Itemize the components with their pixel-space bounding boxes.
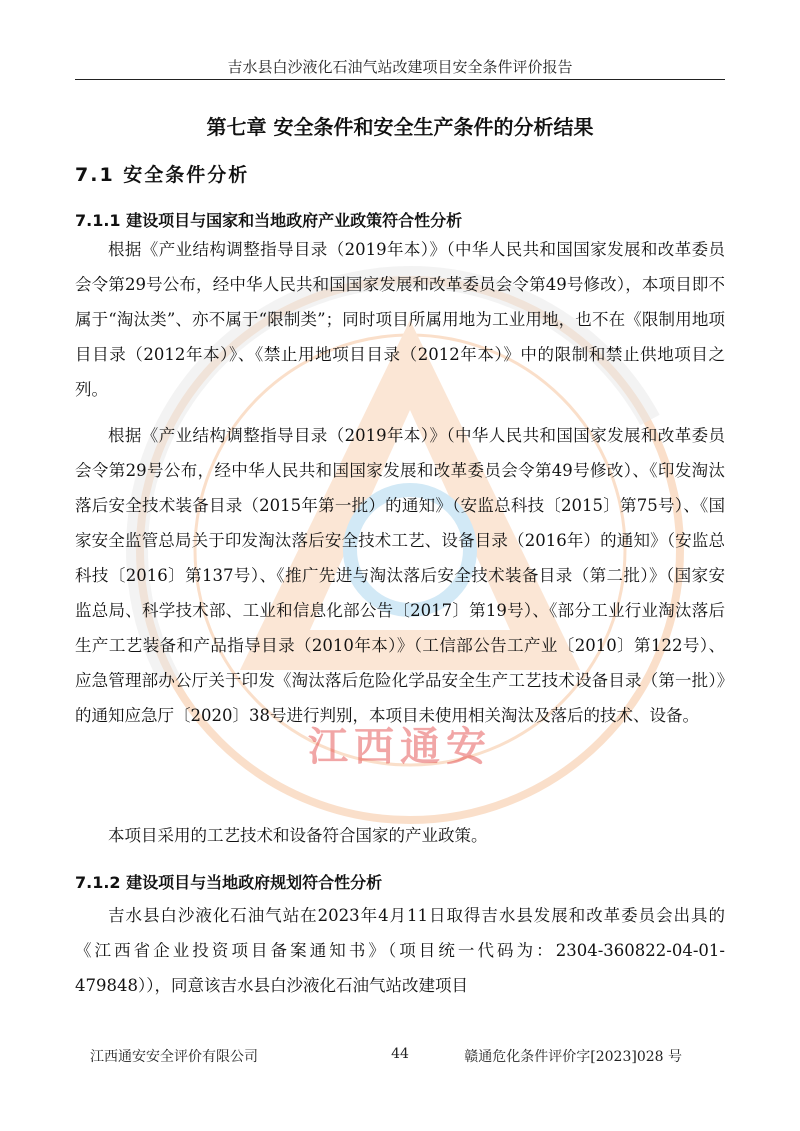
paragraph: 根据《产业结构调整指导目录（2019年本）》（中华人民共和国国家发展和改革委员会令第29号公布，经中华人民共和国国家发展和改革委员会令第49号修改）、《印发淘汰落后安全技术装备目录（2015年第一批）的通知》（安监总科技〔2015〕第75号）、《国家安全监管总局关于印发淘汰落后安全技术工艺、设备目录（2016年）的通知》（安监总科技〔2016〕第137号）、《推广先进与淘汰落后安全技术装备目录（第二批）》（国家安监总局、科学技术部、工业和信息化部公告〔2017〕第19号）、《部分工业行业淘汰落后生产工艺装备和产品指导目录（2010年本）》（工信部公告工产业〔2010〕第122号）、应急管理部办公厅关于印发《淘汰落后危险化学品安全生产工艺技术设备目录（第一批）》的通知应急厅〔2020〕38号进行判别，本项目未使用相关淘汰及落后的技术、设备。 <box>75 426 725 725</box>
subsection-heading: 7.1.1 建设项目与国家和当地政府产业政策符合性分析 <box>75 211 463 230</box>
page-number: 44 <box>391 1046 409 1062</box>
header-divider <box>75 79 725 80</box>
section-heading: 7.1 安全条件分析 <box>75 164 250 186</box>
footer-company: 江西通安安全评价有限公司 <box>90 1049 258 1065</box>
paragraph: 吉水县白沙液化石油气站在2023年4月11日取得吉水县发展和改革委员会出具的《江西省企业投资项目备案通知书》（项目统一代码为：2304-360822-04-01-479848）），同意该吉水县白沙液化石油气站改建项目 <box>75 906 725 995</box>
document-number: 赣通危化条件评价字[2023]028 号 <box>464 1049 682 1065</box>
paragraph: 本项目采用的工艺技术和设备符合国家的产业政策。 <box>108 826 488 845</box>
paragraph: 根据《产业结构调整指导目录（2019年本）》（中华人民共和国国家发展和改革委员会令第29号公布，经中华人民共和国国家发展和改革委员会令第49号修改），本项目即不属于“淘汰类”、亦不属于“限制类”；同时项目所属用地为工业用地，也不在《限制用地项目目录（2012年本）》、《禁止用地项目目录（2012年本）》中的限制和禁止供地项目之列。 <box>75 240 725 399</box>
subsection-heading: 7.1.2 建设项目与当地政府规划符合性分析 <box>75 873 383 892</box>
chapter-title: 第七章 安全条件和安全生产条件的分析结果 <box>206 115 594 139</box>
page-header: 吉水县白沙液化石油气站改建项目安全条件评价报告 <box>227 58 573 76</box>
watermark-text: 江西通安 <box>308 724 492 770</box>
